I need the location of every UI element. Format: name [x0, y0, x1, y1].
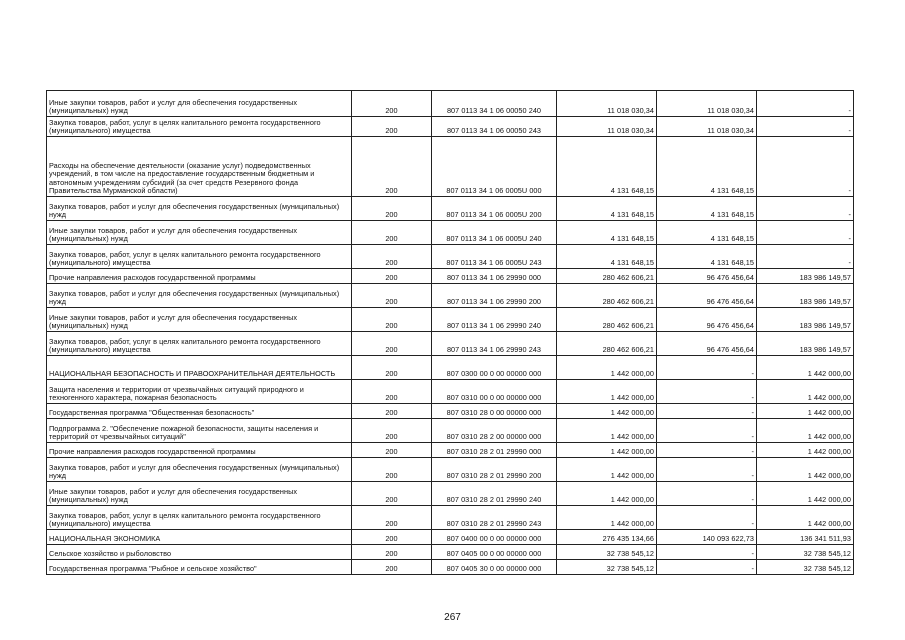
- line-code-cell: 200: [352, 117, 432, 137]
- amount-cell-3: -: [757, 197, 854, 221]
- amount-cell-2: 11 018 030,34: [657, 117, 757, 137]
- budget-code-cell: 807 0310 00 0 00 00000 000: [432, 380, 557, 404]
- expense-name-cell: Закупка товаров, работ, услуг в целях капитального ремонта государственного (муниципального) имущества: [47, 506, 352, 530]
- line-code-cell: 200: [352, 221, 432, 245]
- amount-cell-2: -: [657, 482, 757, 506]
- line-code-cell: 200: [352, 356, 432, 380]
- amount-cell-1: 280 462 606,21: [557, 308, 657, 332]
- amount-cell-2: 4 131 648,15: [657, 197, 757, 221]
- expense-name-cell: Иные закупки товаров, работ и услуг для обеспечения государственных (муниципальных) нужд: [47, 482, 352, 506]
- amount-cell-2: 96 476 456,64: [657, 308, 757, 332]
- page-number: 267: [444, 612, 461, 623]
- table-row: [47, 308, 854, 332]
- budget-table: [46, 90, 854, 575]
- amount-cell-3: 1 442 000,00: [757, 506, 854, 530]
- amount-cell-2: -: [657, 560, 757, 575]
- amount-cell-3: -: [757, 91, 854, 117]
- line-code-cell: 200: [352, 443, 432, 458]
- table-row: [47, 269, 854, 284]
- amount-cell-1: 1 442 000,00: [557, 380, 657, 404]
- expense-name-cell: Закупка товаров, работ и услуг для обеспечения государственных (муниципальных) нужд: [47, 284, 352, 308]
- amount-cell-3: -: [757, 221, 854, 245]
- amount-cell-1: 276 435 134,66: [557, 530, 657, 545]
- table-row: [47, 380, 854, 404]
- budget-code-cell: 807 0113 34 1 06 29990 200: [432, 284, 557, 308]
- expense-name-cell: Государственная программа "Рыбное и сельское хозяйство": [47, 560, 352, 575]
- table-row: [47, 560, 854, 575]
- amount-cell-1: 32 738 545,12: [557, 545, 657, 560]
- budget-code-cell: 807 0113 34 1 06 0005U 200: [432, 197, 557, 221]
- line-code-cell: 200: [352, 284, 432, 308]
- amount-cell-2: 96 476 456,64: [657, 269, 757, 284]
- line-code-cell: 200: [352, 404, 432, 419]
- amount-cell-3: -: [757, 137, 854, 197]
- expense-name-cell: Защита населения и территории от чрезвычайных ситуаций природного и техногенного характера, пожарная безопасность: [47, 380, 352, 404]
- table-row: [47, 419, 854, 443]
- expense-name-cell: Прочие направления расходов государственной программы: [47, 443, 352, 458]
- budget-code-cell: 807 0310 28 2 01 29990 240: [432, 482, 557, 506]
- budget-code-cell: 807 0310 28 0 00 00000 000: [432, 404, 557, 419]
- table-row: [47, 91, 854, 117]
- amount-cell-1: 11 018 030,34: [557, 117, 657, 137]
- amount-cell-1: 1 442 000,00: [557, 356, 657, 380]
- table-row: [47, 530, 854, 545]
- amount-cell-1: 1 442 000,00: [557, 458, 657, 482]
- amount-cell-1: 4 131 648,15: [557, 137, 657, 197]
- budget-code-cell: 807 0310 28 2 01 29990 243: [432, 506, 557, 530]
- amount-cell-1: 1 442 000,00: [557, 404, 657, 419]
- amount-cell-2: 4 131 648,15: [657, 137, 757, 197]
- budget-code-cell: 807 0113 34 1 06 29990 243: [432, 332, 557, 356]
- budget-code-cell: 807 0113 34 1 06 00050 243: [432, 117, 557, 137]
- budget-code-cell: 807 0113 34 1 06 29990 240: [432, 308, 557, 332]
- amount-cell-1: 4 131 648,15: [557, 197, 657, 221]
- line-code-cell: 200: [352, 137, 432, 197]
- amount-cell-3: 1 442 000,00: [757, 404, 854, 419]
- budget-code-cell: 807 0113 34 1 06 0005U 000: [432, 137, 557, 197]
- expense-name-cell: Иные закупки товаров, работ и услуг для обеспечения государственных (муниципальных) нужд: [47, 91, 352, 117]
- amount-cell-3: 1 442 000,00: [757, 482, 854, 506]
- table-row: [47, 284, 854, 308]
- expense-name-cell: НАЦИОНАЛЬНАЯ БЕЗОПАСНОСТЬ И ПРАВООХРАНИТЕЛЬНАЯ ДЕЯТЕЛЬНОСТЬ: [47, 356, 352, 380]
- budget-code-cell: 807 0113 34 1 06 00050 240: [432, 91, 557, 117]
- amount-cell-2: -: [657, 506, 757, 530]
- line-code-cell: 200: [352, 308, 432, 332]
- expense-name-cell: Расходы на обеспечение деятельности (оказание услуг) подведомственных учреждений, в том числе на предоставление государственным бюджетным и автономным учреждениям субсидий (за счет средств Резервного фонда Правительства Мурманской области): [47, 137, 352, 197]
- budget-code-cell: 807 0400 00 0 00 00000 000: [432, 530, 557, 545]
- amount-cell-1: 1 442 000,00: [557, 506, 657, 530]
- table-row: [47, 482, 854, 506]
- amount-cell-2: 11 018 030,34: [657, 91, 757, 117]
- amount-cell-2: -: [657, 356, 757, 380]
- amount-cell-3: 183 986 149,57: [757, 269, 854, 284]
- expense-name-cell: Прочие направления расходов государственной программы: [47, 269, 352, 284]
- budget-code-cell: 807 0310 28 2 01 29990 000: [432, 443, 557, 458]
- amount-cell-1: 1 442 000,00: [557, 443, 657, 458]
- amount-cell-2: -: [657, 404, 757, 419]
- amount-cell-2: -: [657, 458, 757, 482]
- expense-name-cell: Подпрограмма 2. "Обеспечение пожарной безопасности, защиты населения и территорий от чрезвычайных ситуаций": [47, 419, 352, 443]
- amount-cell-1: 280 462 606,21: [557, 284, 657, 308]
- table-row: [47, 356, 854, 380]
- amount-cell-2: 140 093 622,73: [657, 530, 757, 545]
- line-code-cell: 200: [352, 91, 432, 117]
- expense-name-cell: Иные закупки товаров, работ и услуг для обеспечения государственных (муниципальных) нужд: [47, 308, 352, 332]
- expense-name-cell: Иные закупки товаров, работ и услуг для обеспечения государственных (муниципальных) нужд: [47, 221, 352, 245]
- amount-cell-1: 4 131 648,15: [557, 221, 657, 245]
- amount-cell-3: 32 738 545,12: [757, 545, 854, 560]
- amount-cell-2: -: [657, 419, 757, 443]
- amount-cell-2: -: [657, 545, 757, 560]
- budget-code-cell: 807 0113 34 1 06 0005U 240: [432, 221, 557, 245]
- table-row: [47, 332, 854, 356]
- line-code-cell: 200: [352, 380, 432, 404]
- amount-cell-3: 32 738 545,12: [757, 560, 854, 575]
- amount-cell-3: 1 442 000,00: [757, 443, 854, 458]
- amount-cell-3: 183 986 149,57: [757, 308, 854, 332]
- line-code-cell: 200: [352, 197, 432, 221]
- table-row: [47, 443, 854, 458]
- amount-cell-3: 1 442 000,00: [757, 380, 854, 404]
- table-row: [47, 545, 854, 560]
- amount-cell-3: 1 442 000,00: [757, 458, 854, 482]
- line-code-cell: 200: [352, 560, 432, 575]
- table-row: [47, 221, 854, 245]
- amount-cell-3: 183 986 149,57: [757, 284, 854, 308]
- expense-name-cell: Закупка товаров, работ, услуг в целях капитального ремонта государственного (муниципального) имущества: [47, 245, 352, 269]
- table-row: [47, 458, 854, 482]
- amount-cell-3: 136 341 511,93: [757, 530, 854, 545]
- table-row: [47, 506, 854, 530]
- table-row: [47, 117, 854, 137]
- line-code-cell: 200: [352, 419, 432, 443]
- amount-cell-2: 4 131 648,15: [657, 221, 757, 245]
- table-body: [47, 91, 854, 575]
- budget-code-cell: 807 0300 00 0 00 00000 000: [432, 356, 557, 380]
- table-row: [47, 245, 854, 269]
- expense-name-cell: НАЦИОНАЛЬНАЯ ЭКОНОМИКА: [47, 530, 352, 545]
- line-code-cell: 200: [352, 482, 432, 506]
- line-code-cell: 200: [352, 530, 432, 545]
- amount-cell-2: -: [657, 443, 757, 458]
- budget-code-cell: 807 0113 34 1 06 0005U 243: [432, 245, 557, 269]
- amount-cell-1: 32 738 545,12: [557, 560, 657, 575]
- budget-code-cell: 807 0113 34 1 06 29990 000: [432, 269, 557, 284]
- expense-name-cell: Сельское хозяйство и рыболовство: [47, 545, 352, 560]
- amount-cell-3: 183 986 149,57: [757, 332, 854, 356]
- amount-cell-3: -: [757, 117, 854, 137]
- amount-cell-3: 1 442 000,00: [757, 419, 854, 443]
- amount-cell-1: 1 442 000,00: [557, 419, 657, 443]
- expense-name-cell: Закупка товаров, работ, услуг в целях капитального ремонта государственного (муниципального) имущества: [47, 332, 352, 356]
- table-row: [47, 137, 854, 197]
- amount-cell-1: 11 018 030,34: [557, 91, 657, 117]
- expense-name-cell: Закупка товаров, работ и услуг для обеспечения государственных (муниципальных) нужд: [47, 458, 352, 482]
- expense-name-cell: Закупка товаров, работ и услуг для обеспечения государственных (муниципальных) нужд: [47, 197, 352, 221]
- budget-code-cell: 807 0405 00 0 00 00000 000: [432, 545, 557, 560]
- budget-code-cell: 807 0310 28 2 01 29990 200: [432, 458, 557, 482]
- table-row: [47, 197, 854, 221]
- amount-cell-3: 1 442 000,00: [757, 356, 854, 380]
- line-code-cell: 200: [352, 506, 432, 530]
- line-code-cell: 200: [352, 269, 432, 284]
- expense-name-cell: Государственная программа "Общественная безопасность": [47, 404, 352, 419]
- amount-cell-1: 280 462 606,21: [557, 332, 657, 356]
- amount-cell-3: -: [757, 245, 854, 269]
- line-code-cell: 200: [352, 458, 432, 482]
- amount-cell-1: 280 462 606,21: [557, 269, 657, 284]
- budget-code-cell: 807 0310 28 2 00 00000 000: [432, 419, 557, 443]
- line-code-cell: 200: [352, 332, 432, 356]
- expense-name-cell: Закупка товаров, работ, услуг в целях капитального ремонта государственного (муниципального) имущества: [47, 117, 352, 137]
- amount-cell-2: 96 476 456,64: [657, 332, 757, 356]
- amount-cell-1: 4 131 648,15: [557, 245, 657, 269]
- budget-code-cell: 807 0405 30 0 00 00000 000: [432, 560, 557, 575]
- table-row: [47, 404, 854, 419]
- line-code-cell: 200: [352, 245, 432, 269]
- amount-cell-1: 1 442 000,00: [557, 482, 657, 506]
- amount-cell-2: 96 476 456,64: [657, 284, 757, 308]
- amount-cell-2: -: [657, 380, 757, 404]
- amount-cell-2: 4 131 648,15: [657, 245, 757, 269]
- line-code-cell: 200: [352, 545, 432, 560]
